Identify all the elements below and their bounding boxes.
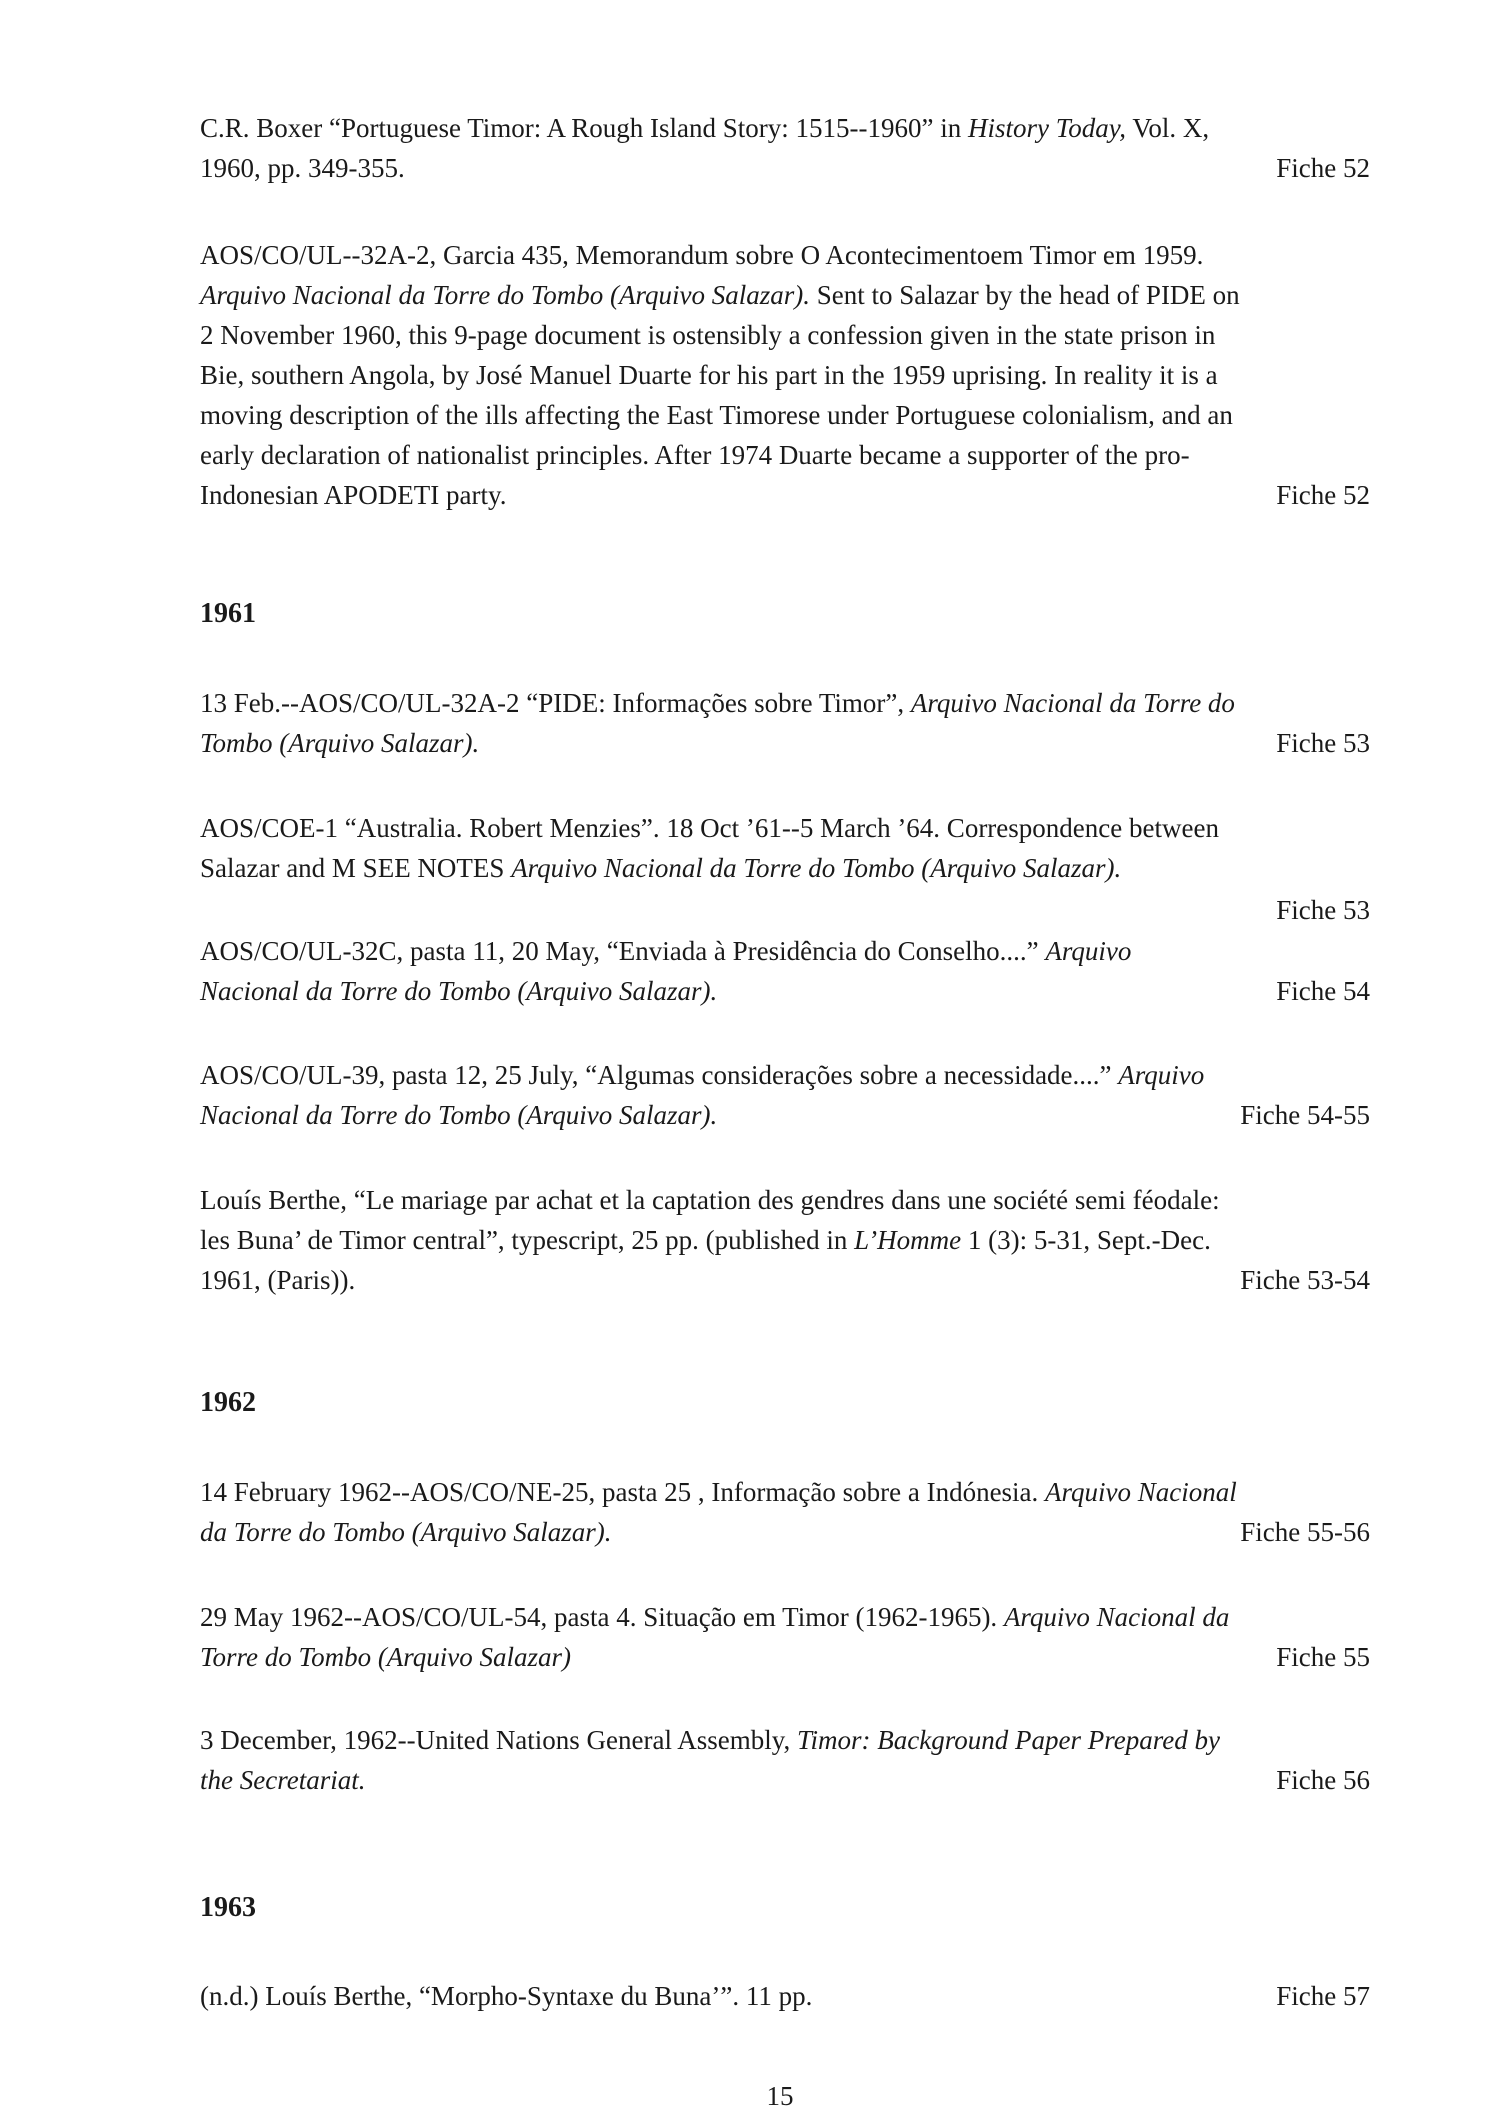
page-number: 15	[766, 2081, 794, 2111]
entry-line: 13 Feb.--AOS/CO/UL-32A-2 “PIDE: Informações sobre Timor”, Arquivo Nacional da Torre do	[200, 688, 1235, 718]
bibliography-entry-berthe-morpho	[200, 1976, 1370, 2016]
entry-last-line: 1960, pp. 349-355. Fiche 52	[200, 148, 1370, 188]
bibliography-entry-menzies: AOS/COE-1 “Australia. Robert Menzies”. 18 Oct ’61--5 March ’64. Correspondence between Salazar and M SEE NOTES Arquivo Nacional da Torre do Tombo (Arquivo Salazar). Fiche 53	[200, 808, 1370, 930]
entry-line: AOS/CO/UL-32C, pasta 11, 20 May, “Enviada à Presidência do Conselho....” Arquivo	[200, 936, 1132, 966]
entry-last-line: (n.d.) Louís Berthe, “Morpho-Syntaxe du Buna’”. 11 pp. Fiche 57	[200, 1976, 1370, 2016]
entry-line: 3 December, 1962--United Nations General Assembly, Timor: Background Paper Prepared by	[200, 1725, 1220, 1755]
entry-last-line: da Torre do Tombo (Arquivo Salazar). Fiche 55-56	[200, 1512, 1370, 1552]
entry-last-line: Torre do Tombo (Arquivo Salazar) Fiche 55	[200, 1637, 1370, 1677]
entry-line: C.R. Boxer “Portuguese Timor: A Rough Island Story: 1515--1960” in History Today, Vol. X,	[200, 113, 1210, 143]
fiche-reference: Fiche 53-54	[1240, 1265, 1370, 1295]
year-heading-1961: 1961	[200, 598, 256, 629]
entry-last-line: the Secretariat. Fiche 56	[200, 1760, 1370, 1800]
bibliography-entry-presidencia	[200, 931, 1370, 1011]
fiche-reference: Fiche 52	[1276, 480, 1370, 510]
fiche-reference: Fiche 54	[1276, 976, 1370, 1006]
fiche-reference: Fiche 53	[1276, 895, 1370, 925]
bibliography-entry-situacao	[200, 1597, 1370, 1677]
fiche-reference: Fiche 52	[1276, 153, 1370, 183]
bibliography-entry-un-assembly	[200, 1720, 1370, 1800]
fiche-reference: Fiche 55-56	[1240, 1517, 1370, 1547]
fiche-reference: Fiche 56	[1276, 1765, 1370, 1795]
fiche-reference: Fiche 53	[1276, 728, 1370, 758]
entry-line: 29 May 1962--AOS/CO/UL-54, pasta 4. Situação em Timor (1962-1965). Arquivo Nacional da	[200, 1602, 1230, 1632]
entry-line: AOS/CO/UL-39, pasta 12, 25 July, “Algumas considerações sobre a necessidade....” Arquivo	[200, 1060, 1205, 1090]
year-heading-1962: 1962	[200, 1387, 256, 1418]
bibliography-entry-consideracoes	[200, 1055, 1370, 1135]
entry-last-line: Nacional da Torre do Tombo (Arquivo Salazar). Fiche 54	[200, 971, 1370, 1011]
fiche-reference: Fiche 55	[1276, 1642, 1370, 1672]
entry-last-line: 1961, (Paris)). Fiche 53-54	[200, 1260, 1370, 1300]
bibliography-entry-pide	[200, 683, 1370, 763]
entry-last-line: Indonesian APODETI party. Fiche 52	[200, 475, 1370, 515]
bibliography-entry-memorandum: AOS/CO/UL--32A-2, Garcia 435, Memorandum sobre O Acontecimentoem Timor em 1959. Arquivo Nacional da Torre do Tombo (Arquivo Salazar). Sent to Salazar by the head of PIDE on 2 November 1960, this 9-page document is ostensibly a confession given in the state prison in Bie, southern Angola, by José Manuel Duarte for his part in the 1959 uprising. In reality it is a moving description of the ills affecting the East Timorese under Portuguese colonialism, and an early declaration of nationalist principles. After 1974 Duarte became a supporter of the pro- Indonesian APODETI party. Fiche 52	[200, 235, 1370, 515]
entry-line: les Buna’ de Timor central”, typescript, 25 pp. (published in L’Homme 1 (3): 5-31, Sept.-Dec.	[200, 1225, 1211, 1255]
entry-line: Arquivo Nacional da Torre do Tombo (Arquivo Salazar). Sent to Salazar by the head of PIDE on	[200, 280, 1240, 310]
bibliography-entry-indonesia	[200, 1472, 1370, 1552]
bibliography-entry-boxer	[200, 108, 1370, 188]
fiche-reference: Fiche 57	[1276, 1981, 1370, 2011]
year-heading-1963: 1963	[200, 1892, 256, 1923]
entry-last-line: Nacional da Torre do Tombo (Arquivo Salazar). Fiche 54-55	[200, 1095, 1370, 1135]
entry-line: Salazar and M SEE NOTES Arquivo Nacional da Torre do Tombo (Arquivo Salazar).	[200, 853, 1122, 883]
fiche-reference: Fiche 54-55	[1240, 1100, 1370, 1130]
entry-line: 14 February 1962--AOS/CO/NE-25, pasta 25 , Informação sobre a Indónesia. Arquivo Nacional	[200, 1477, 1237, 1507]
bibliography-entry-berthe-mariage: Louís Berthe, “Le mariage par achat et la captation des gendres dans une société semi féodale: les Buna’ de Timor central”, typescript, 25 pp. (published in L’Homme 1 (3): 5-31, Sept.-Dec. 1961, (Paris)). Fiche 53-54	[200, 1180, 1370, 1300]
entry-last-line: Tombo (Arquivo Salazar). Fiche 53	[200, 723, 1370, 763]
